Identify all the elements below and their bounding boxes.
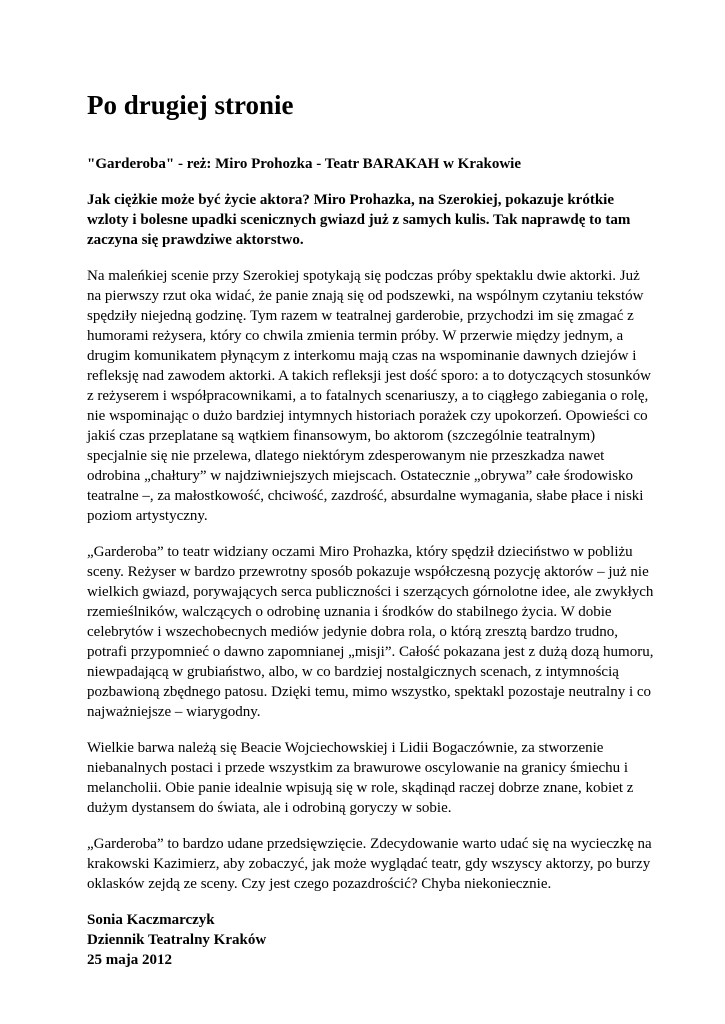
- paragraph-line: potrafi przypomnieć o dawno zapomnianej „misji”. Całość pokazana jest z dużą dozą humoru,: [87, 644, 654, 660]
- paragraph-line: Na maleńkiej scenie przy Szerokiej spotykają się podczas próby spektaklu dwie aktorki. Już: [87, 268, 640, 284]
- paragraph-line: najważniejsze – wiarygodny.: [87, 704, 261, 720]
- lead-line: Jak ciężkie może być życie aktora? Miro Prohazka, na Szerokiej, pokazuje krótkie: [87, 192, 614, 208]
- paragraph-4: [87, 834, 652, 894]
- paragraph-line: rzemieślników, walczących o odrobinę uznania i środków do stabilnego życia. W dobie: [87, 604, 612, 620]
- paragraph-line: z reżyserem i współpracownikami, a to fatalnych scenariuszy, a to ciągłego zabiegania o rolę,: [87, 388, 649, 404]
- paragraph-line: wielkich gwiazd, porywających serca publiczności i szerzących górnolotne idee, ale zwykłych: [87, 584, 654, 600]
- publication-date: 25 maja 2012: [87, 952, 172, 968]
- author-name: Sonia Kaczmarczyk: [87, 912, 215, 928]
- publication-name: Dziennik Teatralny Kraków: [87, 932, 267, 948]
- article-title: Po drugiej stronie: [87, 90, 294, 120]
- paragraph-line: sceny. Reżyser w bardzo przewrotny sposób pokazuje współczesną pozycję aktorów – już nie: [87, 564, 649, 580]
- paragraph-line: humorami reżysera, który co chwila zmienia termin próby. W przerwie między jednym, a: [87, 328, 624, 344]
- paragraph-2: [87, 542, 654, 722]
- paragraph-line: specjalnie się nie przelewa, dlatego niektórym zdesperowanym nie przeszkadza nawet: [87, 448, 605, 464]
- paragraph-line: niewpadającą w grubiaństwo, albo, w co bardziej nostalgicznych scenach, z intymnością: [87, 664, 619, 680]
- paragraph-line: drugim komunikatem płynącym z interkomu mają czas na wspominanie dawnych dziejów i: [87, 348, 637, 364]
- lead-line: zaczyna się prawdziwe aktorstwo.: [87, 232, 304, 248]
- paragraph-line: dużym dystansem do świata, ale i odrobiną goryczy w sobie.: [87, 800, 452, 816]
- paragraph-line: celebrytów i wszechobecnych mediów jedynie dobra rola, o którą zresztą bardzo trudno,: [87, 624, 619, 640]
- paragraph-line: poziom artystyczny.: [87, 508, 208, 524]
- paragraph-line: teatralne –, za małostkowość, chciwość, zazdrość, absurdalne wymagania, słabe płace i niski: [87, 488, 644, 504]
- paragraph-line: nie wspominając o dużo bardziej intymnych historiach porażek czy upokorzeń. Opowieści co: [87, 408, 648, 424]
- paragraph-1: [87, 266, 652, 526]
- paragraph-line: niebanalnych postaci i przede wszystkim za brawurowe oscylowanie na granicy śmiechu i: [87, 760, 629, 776]
- paragraph-line: jakiś czas przeplatane są wątkiem finansowym, bo aktorom (szczególnie teatralnym): [87, 428, 596, 444]
- paragraph-line: melancholii. Obie panie idealnie wpisują się w role, skądinąd raczej dobrze znane, kobiet z: [87, 780, 634, 796]
- paragraph-line: refleksję nad zawodem aktorki. A takich refleksji jest dość sporo: a to dotyczących stosunków: [87, 368, 652, 384]
- article-lead: [87, 190, 643, 250]
- paragraph-line: na pierwszy rzut oka widać, że panie znają się od podszewki, na wspólnym czytaniu tekstów: [87, 288, 644, 304]
- paragraph-line: Wielkie barwa należą się Beacie Wojciechowskiej i Lidii Bogaczównie, za stworzenie: [87, 740, 604, 756]
- paragraph-line: „Garderoba” to bardzo udane przedsięwzięcie. Zdecydowanie warto udać się na wycieczkę na: [87, 836, 652, 852]
- paragraph-line: oklasków zejdą ze sceny. Czy jest czego pozazdrościć? Chyba niekoniecznie.: [87, 876, 552, 892]
- lead-line: wzloty i bolesne upadki scenicznych gwiazd już z samych kulis. Tak naprawdę to tam: [87, 212, 631, 228]
- article-subtitle: "Garderoba" - reż: Miro Prohozka - Teatr BARAKAH w Krakowie: [87, 156, 521, 172]
- paragraph-line: spędziły niejedną godzinę. Tym razem w teatralnej garderobie, przychodzi im się zmagać z: [87, 308, 634, 324]
- paragraph-line: krakowski Kazimierz, aby zobaczyć, jak może wyglądać teatr, gdy wszyscy aktorzy, po burzy: [87, 856, 651, 872]
- paragraph-line: „Garderoba” to teatr widziany oczami Miro Prohazka, który spędził dzieciństwo w pobliżu: [87, 544, 633, 560]
- paragraph-3: [87, 738, 643, 818]
- paragraph-line: pozbawioną zbędnego patosu. Dzięki temu, mimo wszystko, spektakl pozostaje neutralny i co: [87, 684, 652, 700]
- signature-block: [87, 910, 643, 970]
- document-page: [87, 88, 654, 970]
- paragraph-line: odrobina „chałtury” w najdziwniejszych miejscach. Ostatecznie „obrywa” całe środowisko: [87, 468, 634, 484]
